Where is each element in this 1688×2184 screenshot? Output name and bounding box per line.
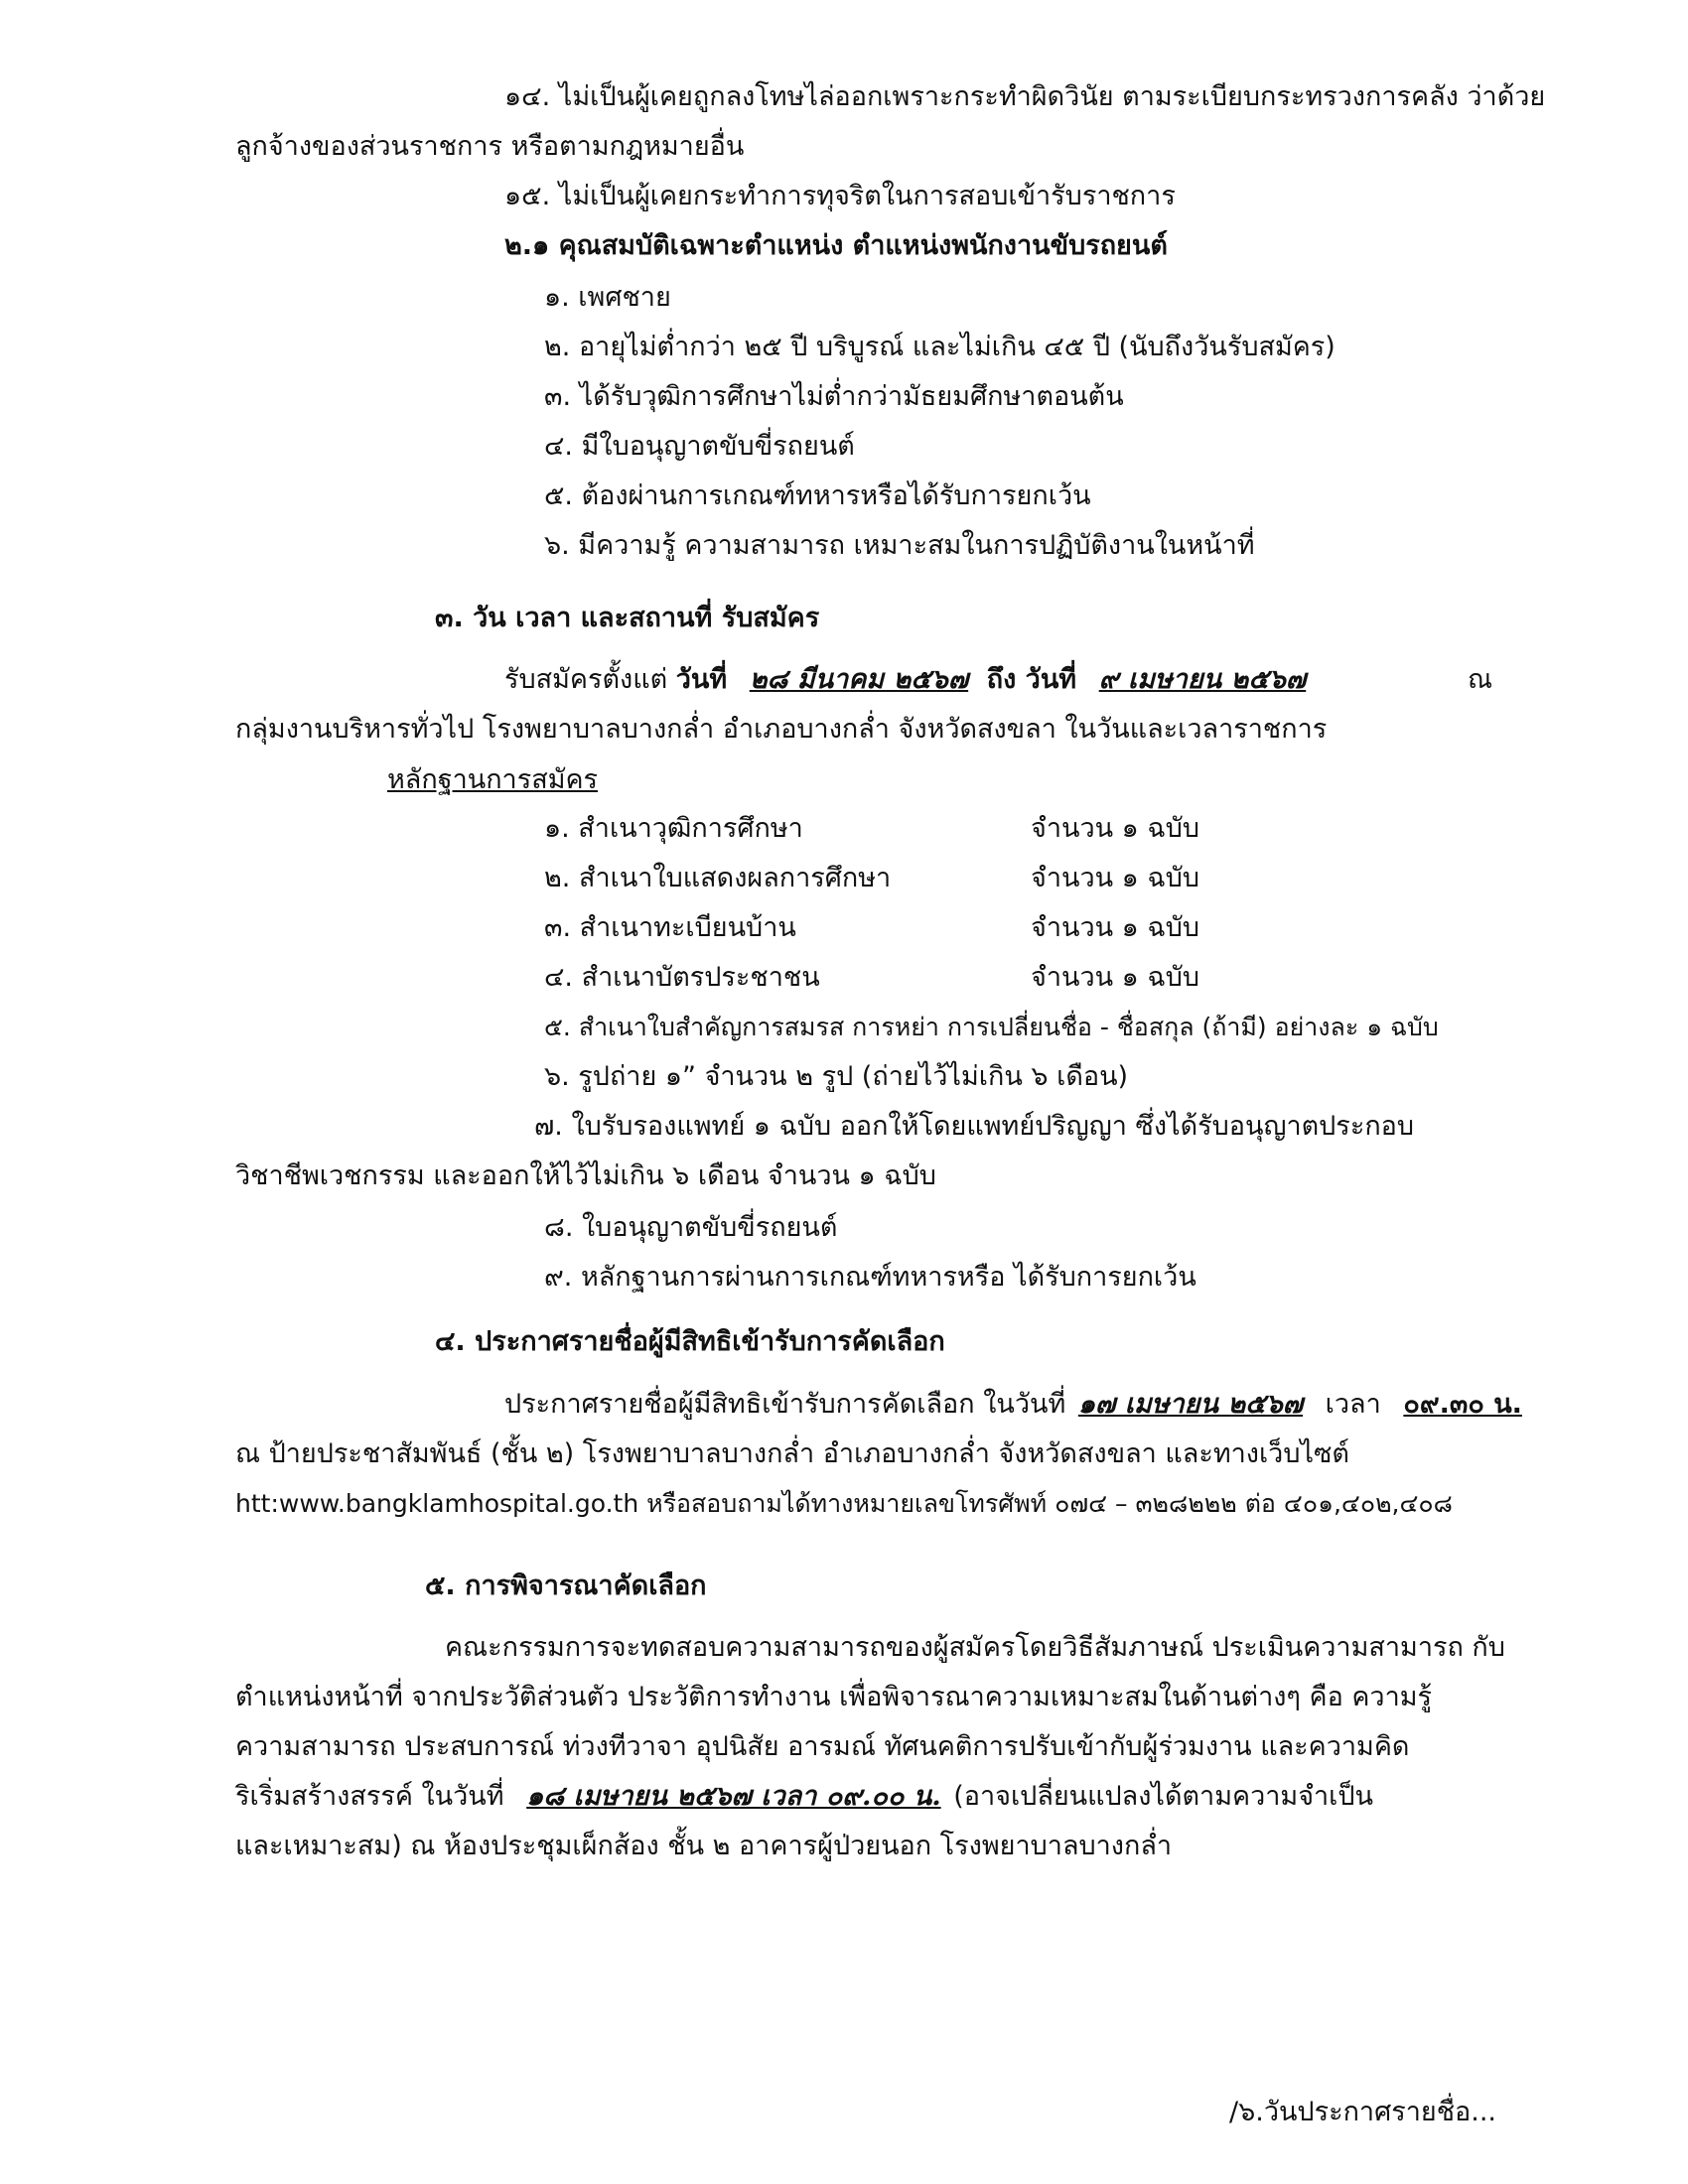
specific-item: ๔. มีใบอนุญาตขับขี่รถยนต์ (544, 431, 855, 462)
document-item-7-line2: วิชาชีพเวชกรรม และออกให้ไว้ไม่เกิน ๖ เดือน จำนวน ๑ ฉบับ (235, 1160, 936, 1191)
document-item: ๓. สำเนาทะเบียนบ้าน (544, 912, 796, 943)
qualification-14-line2: ลูกจ้างของส่วนราชการ หรือตามกฎหมายอื่น (235, 131, 745, 162)
document-item-6: ๖. รูปถ่าย ๑” จำนวน ๒ รูป (ถ่ายไว้ไม่เกิน ๖ เดือน) (544, 1061, 1129, 1092)
selection-p4 (235, 1777, 1373, 1817)
specific-item: ๑. เพศชาย (544, 282, 671, 313)
page-continuation: /๖.วันประกาศรายชื่อ... (1229, 2097, 1496, 2127)
end-date: ๙ เมษายน ๒๕๖๗ (1098, 664, 1307, 695)
qualification-15: ๑๕. ไม่เป็นผู้เคยกระทำการทุจริตในการสอบเข้ารับราชการ (504, 181, 1176, 211)
selection-p1: คณะกรรมการจะทดสอบความสามารถของผู้สมัครโดยวิธีสัมภาษณ์ ประเมินความสามารถ กับ (445, 1632, 1505, 1663)
document-qty: จำนวน ๑ ฉบับ (1031, 863, 1200, 893)
specific-item: ๒. อายุไม่ต่ำกว่า ๒๕ ปี บริบูรณ์ และไม่เกิน ๔๕ ปี (นับถึงวันรับสมัคร) (544, 332, 1336, 362)
selection-date: ๑๘ เมษายน ๒๕๖๗ เวลา ๐๙.๐๐ น. (526, 1781, 941, 1812)
application-period (504, 660, 1306, 700)
document-item-9: ๙. หลักฐานการผ่านการเกณฑ์ทหารหรือ ได้รับการยกเว้น (544, 1262, 1196, 1293)
announcement-date: ๑๗ เมษายน ๒๕๖๗ (1077, 1389, 1304, 1420)
selection-p5: และเหมาะสม) ณ ห้องประชุมเผ็กส้อง ชั้น ๒ อาคารผู้ป่วยนอก โรงพยาบาลบางกล่ำ (235, 1831, 1173, 1861)
announcement-line1 (504, 1385, 1522, 1425)
date-label-to: ถึง วันที่ (986, 664, 1077, 695)
document-item-5: ๕. สำเนาใบสำคัญการสมรส การหย่า การเปลี่ยนชื่อ - ชื่อสกุล (ถ้ามี) อย่างละ ๑ ฉบับ (544, 1013, 1439, 1041)
at-label: ณ (1468, 664, 1493, 695)
specific-item: ๕. ต้องผ่านการเกณฑ์ทหารหรือได้รับการยกเว้น (544, 480, 1091, 511)
documents-heading: หลักฐานการสมัคร (387, 764, 599, 795)
start-date: ๒๘ มีนาคม ๒๕๖๗ (749, 664, 969, 695)
announcement-line3: htt:www.bangklamhospital.go.th หรือสอบถามได้ทางหมายเลขโทรศัพท์ ๐๗๔ – ๓๒๘๒๒๒ ต่อ ๔๐๑,๔๐๒,๔๐๘ (235, 1489, 1453, 1518)
selection-p4-prefix: ริเริ่มสร้างสรรค์ ในวันที่ (235, 1781, 504, 1812)
document-qty: จำนวน ๑ ฉบับ (1031, 912, 1200, 943)
document-item-7-line1: ๗. ใบรับรองแพทย์ ๑ ฉบับ ออกให้โดยแพทย์ปริญญา ซึ่งได้รับอนุญาตประกอบ (534, 1111, 1415, 1142)
selection-p3: ความสามารถ ประสบการณ์ ท่วงทีวาจา อุปนิสัย อารมณ์ ทัศนคติการปรับเข้ากับผู้ร่วมงาน และความคิด (235, 1731, 1410, 1762)
document-item-8: ๘. ใบอนุญาตขับขี่รถยนต์ (544, 1212, 838, 1243)
document-qty: จำนวน ๑ ฉบับ (1031, 813, 1200, 844)
application-place: กลุ่มงานบริหารทั่วไป โรงพยาบาลบางกล่ำ อำเภอบางกล่ำ จังหวัดสงขลา ในวันและเวลาราชการ (235, 714, 1328, 745)
announcement-prefix: ประกาศรายชื่อผู้มีสิทธิเข้ารับการคัดเลือก ในวันที่ (504, 1389, 1066, 1420)
document-qty: จำนวน ๑ ฉบับ (1031, 962, 1200, 993)
selection-p2: ตำแหน่งหน้าที่ จากประวัติส่วนตัว ประวัติการทำงาน เพื่อพิจารณาความเหมาะสมในด้านต่างๆ คือ ความรู้ (235, 1682, 1433, 1712)
selection-p4-suffix: (อาจเปลี่ยนแปลงได้ตามความจำเป็น (953, 1781, 1374, 1812)
document-item: ๑. สำเนาวุฒิการศึกษา (544, 813, 803, 844)
specific-item: ๓. ได้รับวุฒิการศึกษาไม่ต่ำกว่ามัธยมศึกษาตอนต้น (544, 381, 1124, 412)
document-item: ๔. สำเนาบัตรประชาชน (544, 962, 820, 993)
announcement-time: ๐๙.๓๐ น. (1403, 1389, 1522, 1420)
announcement-time-label: เวลา (1325, 1389, 1381, 1420)
section5-heading: ๕. การพิจารณาคัดเลือก (425, 1570, 707, 1601)
qualification-14-line1: ๑๔. ไม่เป็นผู้เคยถูกลงโทษไล่ออกเพราะกระทำผิดวินัย ตามระเบียบกระทรวงการคลัง ว่าด้วย (504, 81, 1546, 112)
announcement-line2: ณ ป้ายประชาสัมพันธ์ (ชั้น ๒) โรงพยาบาลบางกล่ำ อำเภอบางกล่ำ จังหวัดสงขลา และทางเว็บไซต์ (235, 1438, 1349, 1469)
specific-qualifications-heading: ๒.๑ คุณสมบัติเฉพาะตำแหน่ง ตำแหน่งพนักงานขับรถยนต์ (504, 230, 1168, 261)
application-intro: รับสมัครตั้งแต่ (504, 664, 668, 695)
specific-item: ๖. มีความรู้ ความสามารถ เหมาะสมในการปฏิบัติงานในหน้าที่ (544, 530, 1255, 561)
section3-heading: ๓. วัน เวลา และสถานที่ รับสมัคร (435, 603, 820, 633)
date-label-from: วันที่ (675, 664, 728, 695)
document-item: ๒. สำเนาใบแสดงผลการศึกษา (544, 863, 892, 893)
section4-heading: ๔. ประกาศรายชื่อผู้มีสิทธิเข้ารับการคัดเลือก (435, 1326, 945, 1357)
